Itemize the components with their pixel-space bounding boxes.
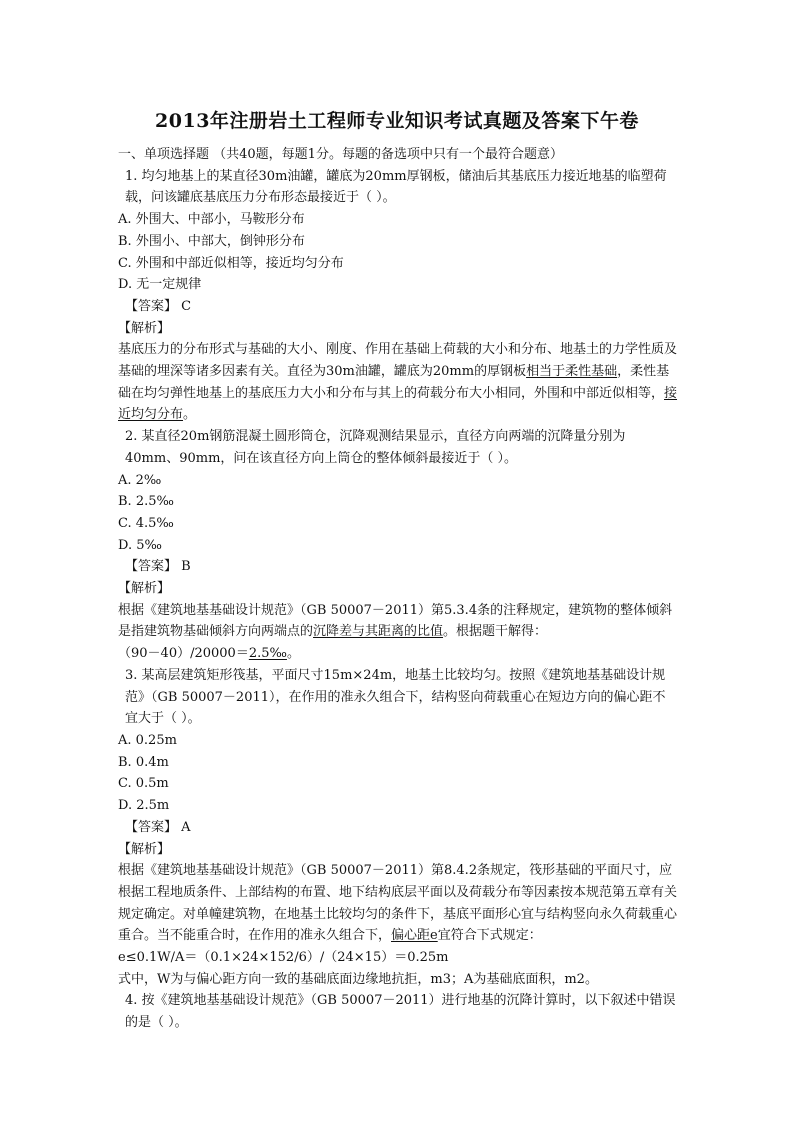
underlined-text: 2.5‰ [248,646,287,662]
underlined-text: 接近均匀分布 [118,385,678,423]
analysis-text: ，柔性基础在均匀弹性地基上的基底压力大小和分布与其上的荷载分布大小相同，外围和中部近似相等， [118,364,670,401]
question-1-analysis [118,339,678,426]
section-heading: 一、单项选择题 （共40题，每题1分。每题的备选项中只有一个最符合题意） [118,147,563,162]
question-1-option-c: C. 外围和中部近似相等，接近均匀分布 [118,255,344,271]
question-1-option-d: D. 无一定规律 [118,277,202,293]
question-2-option-a: A. 2‰ [118,472,162,488]
analysis-text: 根据《建筑地基基础设计规范》（GB 50007－2011）第8.4.2条规定，筏形基础的平面尺寸，应根据工程地质条件、上部结构的布置、地下结构底层平面以及荷载分布等因素按本规范第五章有关规定确定。对单幢建筑物，在地基土比较均匀的条件下，基底平面形心宜与结构竖向永久荷载重心重合。当不能重合时，在作用的准永久组合下， [118,863,678,944]
question-3-option-b: B. 0.4m [118,754,169,770]
question-1-option-a: A. 外围大、中部小，马鞍形分布 [118,212,305,228]
question-3-option-a: A. 0.25m [118,732,177,748]
question-3-note: 式中，W为与偏心距方向一致的基础底面边缘地抗拒，m3；A为基础底面积，m2。 [118,971,598,987]
question-3-analysis-label: 【解析】 [118,841,171,857]
question-3-analysis [118,860,678,947]
question-3-answer: 【答案】 A [125,819,191,835]
underlined-text: 沉降差与其距离的比值 [313,624,444,640]
underlined-text: 相当于柔性基础 [526,364,618,380]
question-2-answer: 【答案】 B [125,559,191,575]
question-1-stem: 1. 均匀地基上的某直径30m油罐，罐底为20mm厚钢板，储油后其基底压力接近地基的临塑荷载，问该罐底基底压力分布形态最接近于（ ）。 [125,168,667,206]
analysis-text: 宜符合下式规定： [437,928,542,944]
question-3-stem: 3. 某高层建筑矩形筏基，平面尺寸15m×24m，地基土比较均匀。按照《建筑地基基础设计规范》（GB 50007－2011），在作用的准永久组合下，结构竖向荷载重心在短边方向的偏心距不宜大于（ ）。 [125,667,666,727]
question-2-calculation [118,643,678,665]
underlined-text: 偏心距e [391,928,438,944]
question-2-stem: 2. 某直径20m钢筋混凝土圆形筒仓，沉降观测结果显示，直径方向两端的沉降量分别为40mm、90mm，问在该直径方向上筒仓的整体倾斜最接近于（ ）。 [125,429,626,466]
analysis-text: 基底压力的分布形式与基础的大小、刚度、作用在基础上荷载的大小和分布、地基土的力学性质及基础的埋深等诸多因素有关。直径为30m油罐，罐底为20mm的厚钢板 [118,342,678,380]
question-2-option-d: D. 5‰ [118,537,162,553]
question-4-stem: 4. 按《建筑地基基础设计规范》（GB 50007－2011）进行地基的沉降计算时，以下叙述中错误的是（ ）。 [125,993,676,1031]
question-2-analysis-label: 【解析】 [118,581,171,597]
document-body [118,144,678,1034]
question-2-analysis [118,600,678,643]
question-3-formula: e≤0.1W/A＝（0.1×24×152/6）/（24×15）＝0.25m [118,950,449,966]
question-1-option-b: B. 外围小、中部大，倒钟形分布 [118,233,305,249]
page-title: 2013年注册岩土工程师专业知识考试真题及答案下午卷 [155,110,639,132]
calc-text: （90－40）/20000＝ [118,646,249,662]
analysis-text: 根据《建筑地基基础设计规范》（GB 50007－2011）第5.3.4条的注释规定，建筑物的整体倾斜是指建筑物基础倾斜方向两端点的 [118,602,673,640]
question-3-option-c: C. 0.5m [118,776,169,792]
question-3-option-d: D. 2.5m [118,798,170,814]
question-2-option-b: B. 2.5‰ [118,494,174,510]
calc-text: 。 [286,646,300,662]
analysis-text: 。 [183,407,197,423]
question-1-answer: 【答案】 C [125,298,192,314]
analysis-text: 。根据题干解得： [443,624,548,640]
question-1-analysis-label: 【解析】 [118,320,171,336]
question-2-option-c: C. 4.5‰ [118,515,174,531]
